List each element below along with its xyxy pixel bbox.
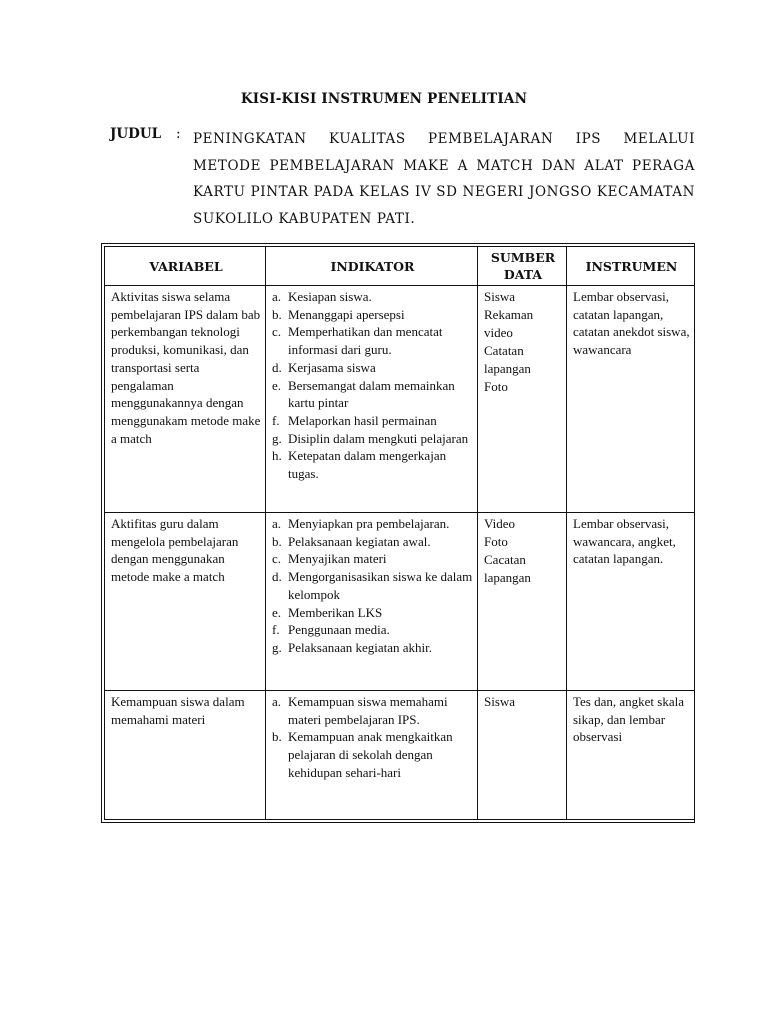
list-item: b. Menanggapi apersepsi bbox=[272, 306, 405, 322]
cell-instrumen: Tes dan, angket skala sikap, dan lembar observasi bbox=[567, 691, 695, 820]
cell-variabel: Kemampuan siswa dalam memahami materi bbox=[105, 691, 266, 820]
table-header-row bbox=[105, 247, 695, 286]
header-indikator: INDIKATOR bbox=[266, 247, 478, 286]
judul-text: PENINGKATAN KUALITAS PEMBELAJARAN IPS MELALUI METODE PEMBELAJARAN MAKE A MATCH DAN ALAT PERAGA KARTU PINTAR PADA KELAS IV SD NEGERI JONGSO KECAMATAN SUKOLILO KABUPATEN PATI. bbox=[193, 131, 695, 227]
cell-indikator bbox=[266, 286, 478, 513]
page-title: KISI-KISI INSTRUMEN PENELITIAN bbox=[240, 91, 528, 107]
instrument-table bbox=[104, 246, 695, 820]
header-instrumen: INSTRUMEN bbox=[567, 247, 695, 286]
cell-sumber-data: Siswa Rekaman video Catatan lapangan Foto bbox=[478, 286, 567, 513]
cell-variabel: Aktifitas guru dalam mengelola pembelajaran dengan menggunakan metode make a match bbox=[105, 513, 266, 691]
list-item: a. Menyiapkan pra pembelajaran. bbox=[272, 516, 450, 531]
cell-instrumen: Lembar observasi, catatan lapangan, catatan anekdot siswa, wawancara bbox=[567, 286, 695, 513]
header-variabel: VARIABEL bbox=[105, 247, 266, 286]
instrument-table-frame bbox=[101, 243, 695, 823]
cell-instrumen: Lembar observasi, wawancara, angket, catatan lapangan. bbox=[567, 513, 695, 691]
list-item: b. Kemampuan anak mengkaitkan pelajaran di sekolah dengan kehidupan sehari-hari bbox=[272, 729, 453, 780]
table-body bbox=[105, 286, 695, 820]
cell-variabel: Aktivitas siswa selama pembelajaran IPS dalam bab perkembangan teknologi produksi, komunikasi, dan transportasi serta pengalaman menggunakannya dengan menggunakam metode make a match bbox=[105, 286, 266, 513]
header-sumber-data: SUMBER DATA bbox=[478, 247, 567, 286]
list-item: a. Kesiapan siswa. bbox=[272, 289, 372, 304]
list-item: h. Ketepatan dalam mengerkajan tugas. bbox=[272, 448, 447, 482]
table-row bbox=[105, 513, 695, 691]
cell-sumber-data: Siswa bbox=[478, 691, 567, 820]
table-row bbox=[105, 691, 695, 820]
list-item: d. Kerjasama siswa bbox=[272, 359, 376, 375]
cell-indikator bbox=[266, 691, 478, 820]
table-row bbox=[105, 286, 695, 513]
list-item: e. Bersemangat dalam memainkan kartu pintar bbox=[272, 377, 455, 411]
indikator-list bbox=[272, 515, 473, 657]
list-item: b. Pelaksanaan kegiatan awal. bbox=[272, 533, 431, 549]
list-item: d. Mengorganisasikan siswa ke dalam kelompok bbox=[272, 569, 473, 602]
list-item: a. Kemampuan siswa memahami materi pembelajaran IPS. bbox=[272, 694, 448, 727]
judul-label: JUDUL bbox=[110, 126, 162, 142]
cell-indikator bbox=[266, 513, 478, 691]
indikator-list bbox=[272, 693, 473, 782]
judul-colon: : bbox=[176, 126, 181, 142]
list-item: f. Penggunaan media. bbox=[272, 622, 390, 638]
indikator-list bbox=[272, 288, 473, 483]
list-item: c. Menyajikan materi bbox=[272, 551, 387, 567]
list-item: g. Pelaksanaan kegiatan akhir. bbox=[272, 639, 433, 655]
cell-sumber-data: Video Foto Cacatan lapangan bbox=[478, 513, 567, 691]
list-item: f. Melaporkan hasil permainan bbox=[272, 412, 437, 428]
list-item: e. Memberikan LKS bbox=[272, 604, 383, 620]
list-item: c. Memperhatikan dan mencatat informasi dari guru. bbox=[272, 324, 443, 358]
list-item: g. Disiplin dalam mengkuti pelajaran bbox=[272, 430, 469, 446]
